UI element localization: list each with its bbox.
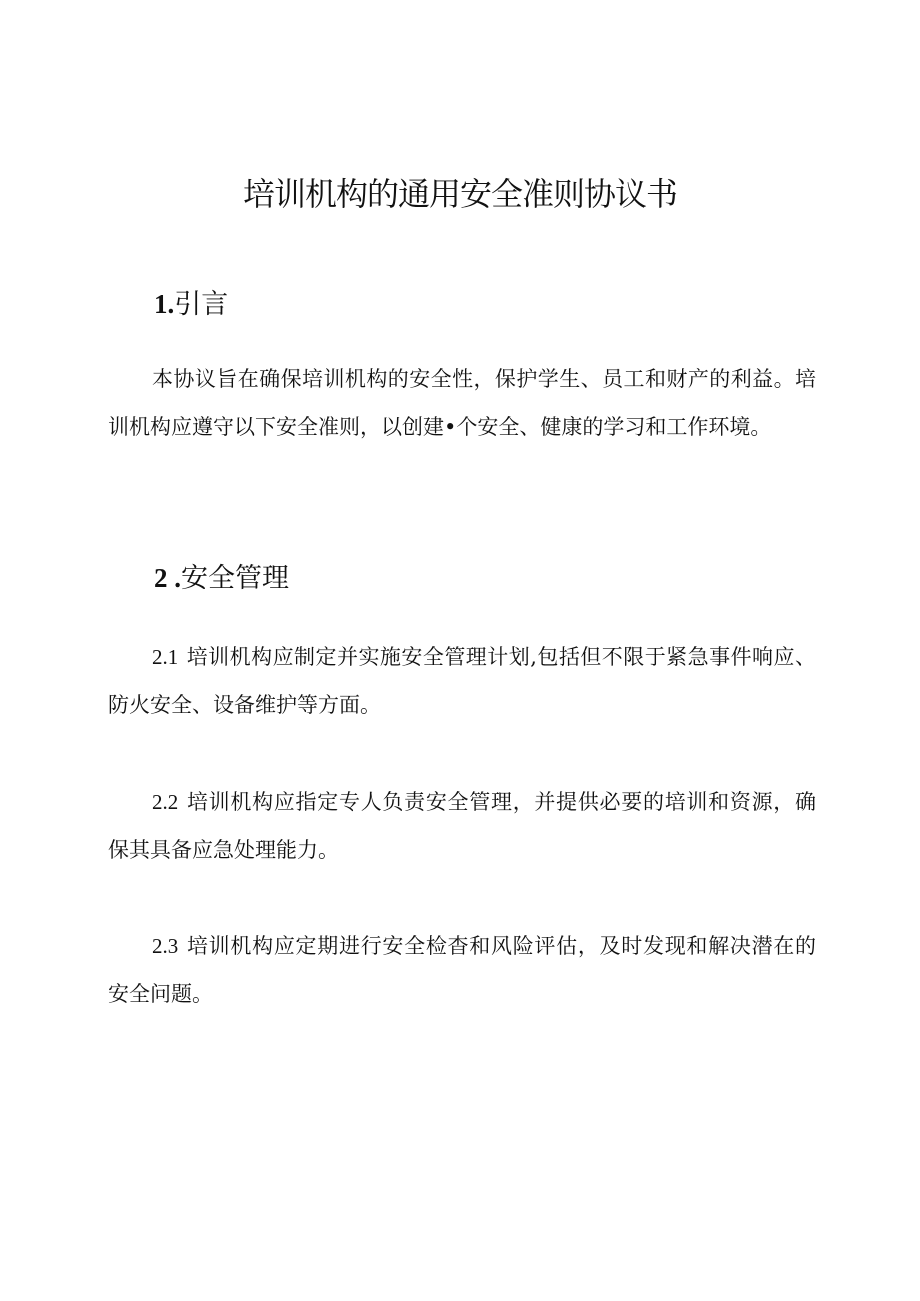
clause-text: 培训机构应定期进行安全检杳和风险评估，及时发现和解决潜在的安全问题。 xyxy=(108,934,816,1006)
clause-number: 2.3 xyxy=(152,934,179,958)
clause-number: 2.1 xyxy=(152,645,179,669)
clause-number: 2.2 xyxy=(152,790,179,814)
clause-text: 培训机构应制定并实施安全管理计划,包括但不限于紧急事件响应、防火安全、设备维护等方面。 xyxy=(108,645,816,717)
section-number: 2 . xyxy=(154,563,181,593)
clause-2-3 xyxy=(108,922,816,1018)
intro-paragraph: 本协议旨在确保培训机构的安全性，保护学生、员工和财产的利益。培训机构应遵守以下安全准则，以创建•个安全、健康的学习和工作环境。 xyxy=(108,367,816,439)
clause-2-2 xyxy=(108,778,816,874)
section-title: 引言 xyxy=(174,289,229,320)
document-title: 培训机构的通用安全准则协议书 xyxy=(242,175,677,213)
section-heading-intro xyxy=(154,284,228,325)
section-heading-safety-management xyxy=(154,558,289,599)
clause-2-1 xyxy=(108,633,816,729)
clause-text: 培训机构应指定专人负责安全管理，并提供必要的培训和资源，确保其具备应急处理能力。 xyxy=(108,790,816,862)
section-number: 1. xyxy=(154,289,175,319)
section-title: 安全管理 xyxy=(181,563,289,594)
